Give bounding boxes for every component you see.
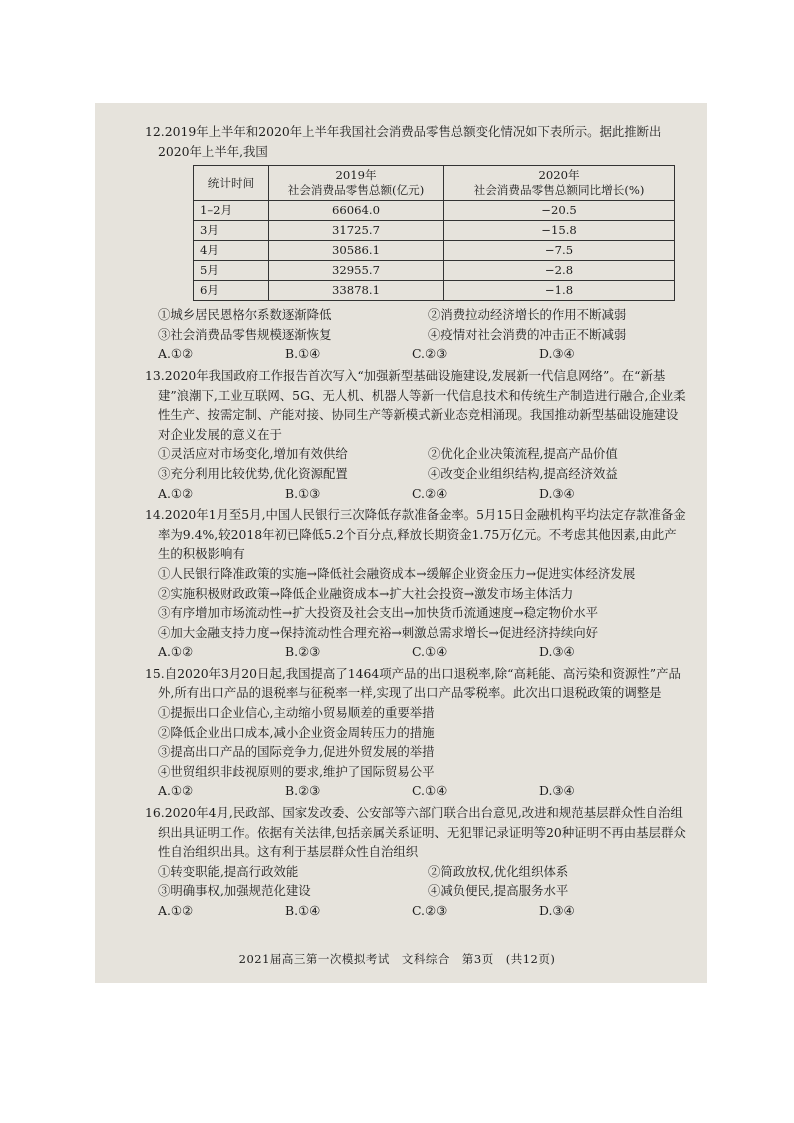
table-row	[194, 241, 675, 261]
retail-sales-table	[193, 165, 675, 301]
answer-options	[158, 781, 687, 801]
table-cell: 30586.1	[269, 241, 444, 261]
option-d: D.③④	[539, 346, 575, 362]
question-stem: 13.2020年我国政府工作报告首次写入“加强新型基础设施建设,发展新一代信息网络”。在“新基建”浪潮下,工业互联网、5G、无人机、机器人等新一代信息技术和传统生产制造进行融合,企业柔性生产、按需定制、产能对接、协同生产等新模式新业态竞相涌现。我国推动新型基础设施建设对企业发展的意义在于	[145, 367, 686, 442]
table-cell: 31725.7	[269, 221, 444, 241]
answer-options	[158, 642, 687, 662]
table-cell: −20.5	[444, 201, 675, 221]
statement: ③社会消费品零售规模逐渐恢复	[158, 326, 332, 342]
table-cell: −1.8	[444, 281, 675, 301]
statement: ②简政放权,优化组织体系	[428, 863, 569, 879]
option-a: A.①②	[158, 485, 194, 501]
table-cell: 66064.0	[269, 201, 444, 221]
answer-options	[158, 344, 687, 364]
table-cell: 3月	[194, 221, 269, 241]
statement: ①转变职能,提高行政效能	[158, 863, 299, 879]
option-c: C.②③	[412, 346, 448, 362]
option-b: B.①④	[285, 346, 321, 362]
statement: ③明确事权,加强规范化建设	[158, 883, 311, 899]
table-header-cell: 2020年 社会消费品零售总额同比增长(%)	[444, 166, 675, 201]
statement: ④世贸组织非歧视原则的要求,维护了国际贸易公平	[158, 763, 435, 779]
question-15	[145, 664, 687, 801]
statement: ②消费拉动经济增长的作用不断减弱	[428, 307, 627, 323]
option-b: B.②③	[285, 783, 321, 799]
statement: ④改变企业组织结构,提高经济效益	[428, 465, 618, 481]
option-d: D.③④	[539, 783, 575, 799]
option-c: C.①④	[412, 783, 448, 799]
table-header-row	[194, 166, 675, 201]
statement-row	[158, 881, 687, 901]
statement-row	[158, 305, 687, 325]
question-stem: 15.自2020年3月20日起,我国提高了1464项产品的出口退税率,除“高耗能、高污染和资源性”产品外,所有出口产品的退税率与征税率一样,实现了出口产品零税率。此次出口退税政策的调整是	[145, 665, 681, 701]
option-c: C.②④	[412, 485, 448, 501]
statement-row	[158, 444, 687, 464]
table-cell: 5月	[194, 261, 269, 281]
option-d: D.③④	[539, 485, 575, 501]
statement-row	[158, 862, 687, 882]
option-b: B.①④	[285, 903, 321, 918]
table-row	[194, 221, 675, 241]
option-c: C.①④	[412, 644, 448, 660]
question-13	[145, 366, 687, 503]
table-row	[194, 201, 675, 221]
question-14	[145, 505, 687, 662]
table-cell: 33878.1	[269, 281, 444, 301]
statement-row	[158, 325, 687, 345]
option-a: A.①②	[158, 346, 194, 362]
option-c: C.②③	[412, 903, 448, 918]
table-row	[194, 261, 675, 281]
question-stem: 14.2020年1月至5月,中国人民银行三次降低存款准备金率。5月15日金融机构平均法定存款准备金率为9.4%,较2018年初已降低5.2个百分点,释放长期资金1.75万亿元。不考虑其他因素,由此产生的积极影响有	[145, 507, 686, 562]
answer-options	[158, 901, 687, 921]
statement: ③有序增加市场流动性→扩大投资及社会支出→加快货币流通速度→稳定物价水平	[158, 605, 599, 621]
statement: ②优化企业决策流程,提高产品价值	[428, 446, 618, 462]
table-cell: 6月	[194, 281, 269, 301]
statement: ④加大金融支持力度→保持流动性合理充裕→刺激总需求增长→促进经济持续向好	[158, 624, 599, 640]
statement: ②降低企业出口成本,减小企业资金周转压力的措施	[158, 724, 435, 740]
statement: ④减负便民,提高服务水平	[428, 883, 569, 899]
option-a: A.①②	[158, 903, 194, 918]
option-a: A.①②	[158, 644, 194, 660]
exam-page	[145, 122, 687, 923]
statement: ④疫情对社会消费的冲击正不断减弱	[428, 326, 627, 342]
statement: ①提振出口企业信心,主动缩小贸易顺差的重要举措	[158, 705, 435, 721]
question-12	[145, 122, 687, 364]
option-b: B.②③	[285, 644, 321, 660]
table-cell: −2.8	[444, 261, 675, 281]
table-cell: 32955.7	[269, 261, 444, 281]
table-cell: 4月	[194, 241, 269, 261]
option-d: D.③④	[539, 644, 575, 660]
question-stem: 12.2019年上半年和2020年上半年我国社会消费品零售总额变化情况如下表所示。据此推断出2020年上半年,我国	[145, 124, 662, 159]
option-a: A.①②	[158, 783, 194, 799]
option-d: D.③④	[539, 903, 575, 918]
question-16	[145, 803, 687, 921]
table-header-cell: 统计时间	[194, 166, 269, 201]
statement: ②实施积极财政政策→降低企业融资成本→扩大社会投资→激发市场主体活力	[158, 585, 574, 601]
question-stem: 16.2020年4月,民政部、国家发改委、公安部等六部门联合出台意见,改进和规范基层群众性自治组织出具证明工作。依据有关法律,包括亲属关系证明、无犯罪记录证明等20种证明不再由基层群众性自治组织出具。这有利于基层群众性自治组织	[145, 805, 686, 860]
statement: ③充分利用比较优势,优化资源配置	[158, 465, 348, 481]
page-footer: 2021届高三第一次模拟考试 文科综合 第3页 (共12页)	[238, 952, 556, 966]
statement: ①人民银行降准政策的实施→降低社会融资成本→缓解企业资金压力→促进实体经济发展	[158, 565, 636, 581]
table-header-cell: 2019年 社会消费品零售总额(亿元)	[269, 166, 444, 201]
answer-options	[158, 484, 687, 504]
statement: ①城乡居民恩格尔系数逐渐降低	[158, 307, 332, 323]
table-cell: 1–2月	[194, 201, 269, 221]
option-b: B.①③	[285, 485, 321, 501]
table-cell: −15.8	[444, 221, 675, 241]
table-row	[194, 281, 675, 301]
statement: ③提高出口产品的国际竞争力,促进外贸发展的举措	[158, 744, 435, 760]
table-cell: −7.5	[444, 241, 675, 261]
statement-row	[158, 464, 687, 484]
statement: ①灵活应对市场变化,增加有效供给	[158, 446, 348, 462]
